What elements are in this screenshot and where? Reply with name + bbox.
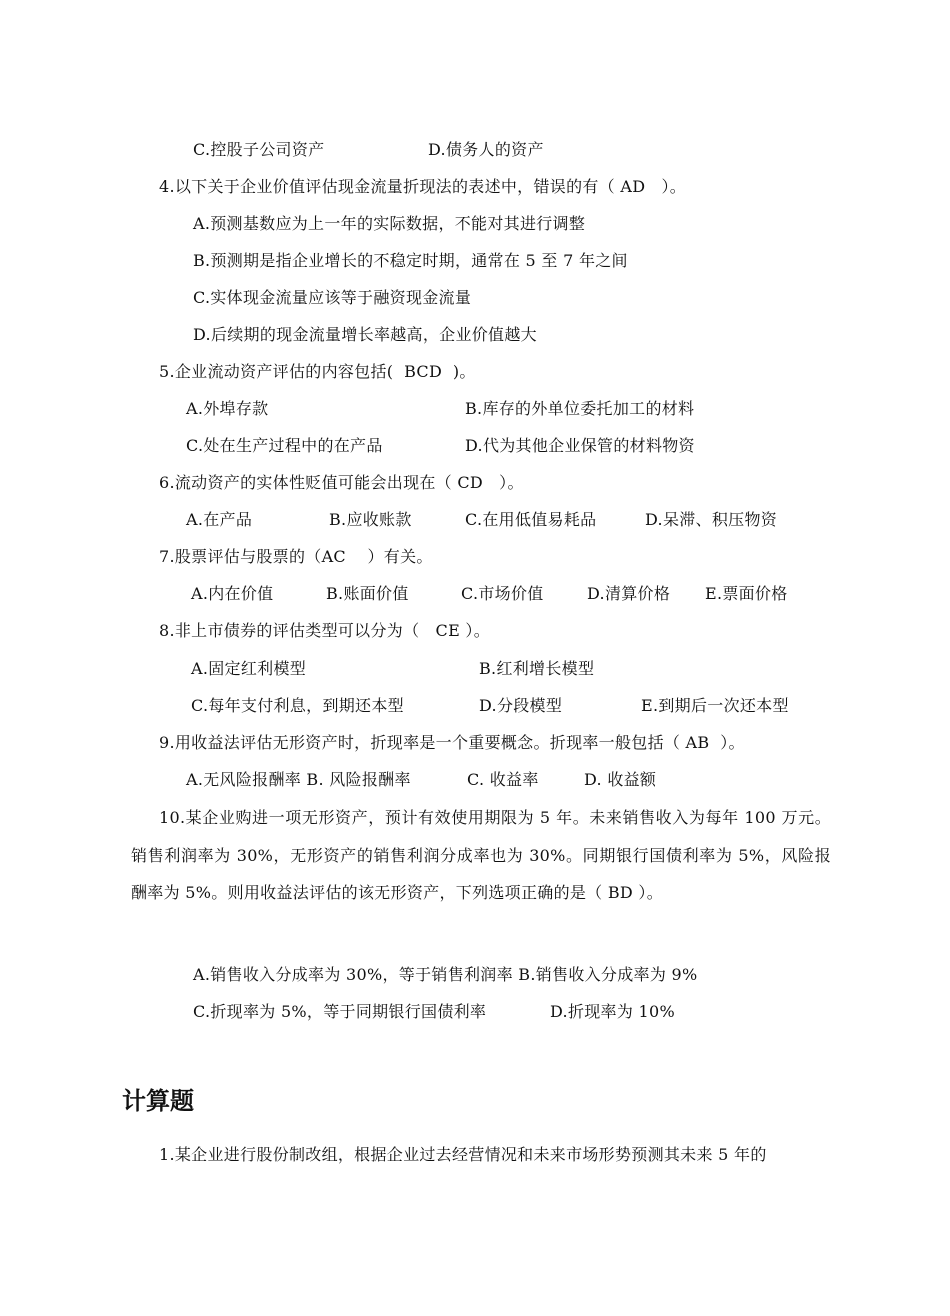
q4-option-b: B.预测期是指企业增长的不稳定时期，通常在 5 至 7 年之间 — [193, 251, 628, 270]
q7-option-a: A.内在价值 — [191, 584, 274, 603]
q10-option-c: C.折现率为 5%，等于同期银行国债利率 — [193, 1002, 487, 1021]
q8-option-c: C.每年支付利息，到期还本型 — [191, 696, 404, 715]
q8-stem: 8.非上市债券的评估类型可以分为（ CE ）。 — [159, 621, 491, 640]
q7-option-b: B.账面价值 — [326, 584, 409, 603]
q6-option-c: C.在用低值易耗品 — [465, 510, 597, 529]
q3-option-d: D.债务人的资产 — [428, 140, 544, 159]
q5-option-d: D.代为其他企业保管的材料物资 — [465, 436, 695, 455]
q7-option-c: C.市场价值 — [461, 584, 544, 603]
q7-stem: 7.股票评估与股票的（AC ）有关。 — [159, 547, 433, 566]
q9-option-ab: A.无风险报酬率 B. 风险报酬率 — [186, 770, 411, 789]
q8-option-e: E.到期后一次还本型 — [641, 696, 789, 715]
q9-stem: 9.用收益法评估无形资产时，折现率是一个重要概念。折现率一般包括（ AB ）。 — [159, 733, 745, 752]
q6-option-d: D.呆滞、积压物资 — [645, 510, 778, 529]
q9-option-c: C. 收益率 — [467, 770, 539, 789]
q5-stem: 5.企业流动资产评估的内容包括( BCD )。 — [159, 362, 476, 381]
q10-stem: 10.某企业购进一项无形资产，预计有效使用期限为 5 年。未来销售收入为每年 100 万元。销售利润率为 30%，无形资产的销售利润分成率也为 30%。同期银行国债利率为 5%，风险报酬率为 5%。则用收益法评估的该无形资产，下列选项正确的是（ BD ）。 — [131, 808, 831, 902]
q4-option-d: D.后续期的现金流量增长率越高，企业价值越大 — [193, 325, 537, 344]
q7-option-d: D.清算价格 — [587, 584, 671, 603]
q8-option-a: A.固定红利模型 — [191, 659, 307, 678]
q8-option-d: D.分段模型 — [479, 696, 563, 715]
q7-option-e: E.票面价格 — [705, 584, 788, 603]
q4-option-a: A.预测基数应为上一年的实际数据，不能对其进行调整 — [193, 214, 586, 233]
q5-option-b: B.库存的外单位委托加工的材料 — [465, 399, 695, 418]
q5-option-c: C.处在生产过程中的在产品 — [186, 436, 383, 455]
q6-stem: 6.流动资产的实体性贬值可能会出现在（ CD ）。 — [159, 473, 524, 492]
q10-option-d: D.折现率为 10% — [550, 1002, 675, 1021]
calc-question-1: 1.某企业进行股份制改组，根据企业过去经营情况和未来市场形势预测其未来 5 年的 — [159, 1145, 767, 1164]
q8-option-b: B.红利增长模型 — [479, 659, 595, 678]
q10-option-ab: A.销售收入分成率为 30%，等于销售利润率 B.销售收入分成率为 9% — [193, 965, 698, 984]
q3-option-c: C.控股子公司资产 — [193, 140, 325, 159]
section-title: 计算题 — [122, 1087, 194, 1115]
q5-option-a: A.外埠存款 — [186, 399, 269, 418]
q9-option-d: D. 收益额 — [584, 770, 657, 789]
q6-option-a: A.在产品 — [186, 510, 253, 529]
q4-option-c: C.实体现金流量应该等于融资现金流量 — [193, 288, 472, 307]
q4-stem: 4.以下关于企业价值评估现金流量折现法的表述中，错误的有（ AD ）。 — [159, 177, 687, 196]
q6-option-b: B.应收账款 — [329, 510, 412, 529]
